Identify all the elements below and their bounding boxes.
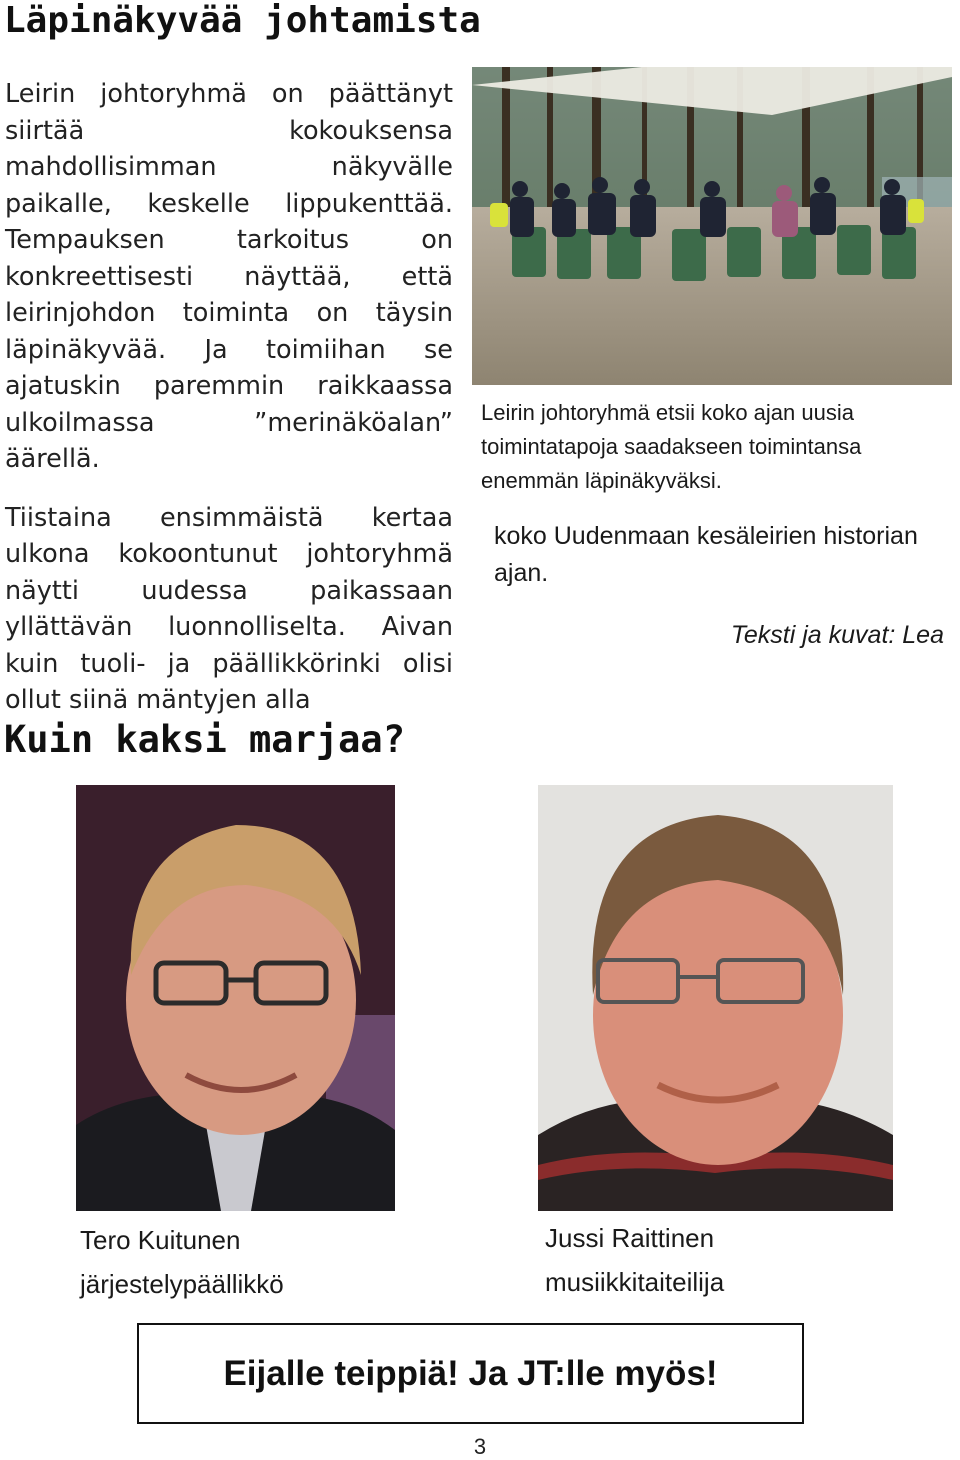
section-title: Kuin kaksi marjaa?: [4, 718, 405, 761]
person-2-name: Jussi Raittinen: [545, 1223, 715, 1253]
photo-caption: Leirin johtoryhmä etsii koko ajan uusia toimintatapoja saadakseen toimintansa enemmän läpinäkyväksi.: [481, 400, 862, 493]
article-paragraph-2: Tiistaina ensimmäistä kertaa ulkona kokoontunut johtoryhmä näytti uudessa paikassaan yllättävän luonnolliselta. Aivan kuin tuoli- ja päällikkörinki olisi ollut siinä mäntyjen alla: [5, 502, 453, 715]
person-1-caption: [80, 1218, 284, 1306]
article-paragraph-1: Leirin johtoryhmä on päättänyt siirtää kokouksensa mahdollisimman näkyvälle paikalle, keskelle lippukenttää. Tempauksen tarkoitus on konkreettisesti näyttää, että leirinjohdon toiminta on täysin läpinäkyvää. Ja toimiihan se ajatuskin paremmin raikkaassa ulkoilmassa ”merinäköalan” äärellä.: [5, 79, 453, 474]
person-2-caption: [545, 1216, 724, 1304]
person-1-role: järjestelypäällikkö: [80, 1269, 284, 1299]
person-2-role: musiikkitaiteilija: [545, 1267, 725, 1297]
article-continuation: koko Uudenmaan kesäleirien historian ajan.: [494, 522, 918, 587]
article-body: [5, 76, 453, 719]
banner-box: [137, 1323, 804, 1424]
banner-text: Eijalle teippiä! Ja JT:lle myös!: [223, 1353, 718, 1393]
portrait-photo-2: [538, 785, 893, 1211]
article-title: Läpinäkyvää johtamista: [4, 0, 481, 41]
meeting-photo: [472, 67, 952, 385]
photo-credit: Teksti ja kuvat: Lea: [730, 621, 944, 649]
portrait-photo-1: [76, 785, 395, 1211]
person-1-name: Tero Kuitunen: [80, 1225, 241, 1255]
page-number: 3: [473, 1434, 487, 1459]
